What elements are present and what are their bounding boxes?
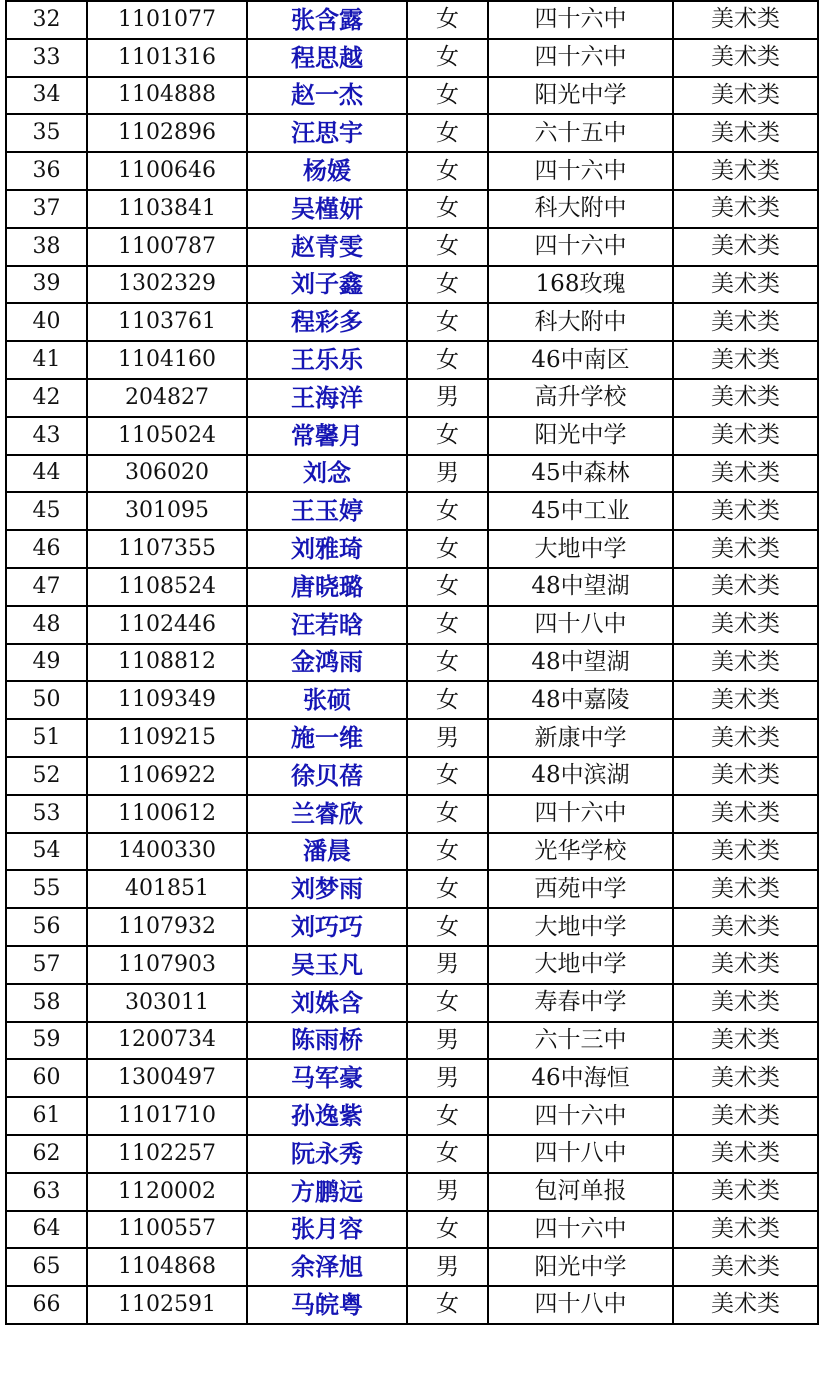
- table-row: [6, 908, 818, 946]
- gender-cell: 女: [407, 1, 488, 39]
- row-number-cell: 47: [6, 568, 87, 606]
- student-name-cell: 唐晓璐: [247, 568, 407, 606]
- school-cell: 新康中学: [488, 719, 673, 757]
- gender-cell: 女: [407, 266, 488, 304]
- school-cell: 西苑中学: [488, 870, 673, 908]
- category-cell: 美术类: [673, 266, 818, 304]
- gender-cell: 男: [407, 946, 488, 984]
- table-row: [6, 870, 818, 908]
- category-cell: 美术类: [673, 795, 818, 833]
- gender-cell: 女: [407, 1211, 488, 1249]
- row-number-cell: 45: [6, 492, 87, 530]
- row-number-cell: 42: [6, 379, 87, 417]
- table-row: [6, 455, 818, 493]
- table-row: [6, 719, 818, 757]
- student-name-cell: 张月容: [247, 1211, 407, 1249]
- table-row: [6, 1248, 818, 1286]
- category-cell: 美术类: [673, 1211, 818, 1249]
- table-row: [6, 228, 818, 266]
- student-name-cell: 王乐乐: [247, 341, 407, 379]
- student-id-cell: 1400330: [87, 833, 247, 871]
- table-row: [6, 417, 818, 455]
- row-number-cell: 36: [6, 152, 87, 190]
- school-cell: 阳光中学: [488, 1248, 673, 1286]
- student-id-cell: 303011: [87, 984, 247, 1022]
- student-name-cell: 张含露: [247, 1, 407, 39]
- student-name-cell: 马皖粤: [247, 1286, 407, 1324]
- gender-cell: 女: [407, 341, 488, 379]
- category-cell: 美术类: [673, 228, 818, 266]
- row-number-cell: 41: [6, 341, 87, 379]
- student-id-cell: 1100557: [87, 1211, 247, 1249]
- school-cell: 四十六中: [488, 1, 673, 39]
- category-cell: 美术类: [673, 568, 818, 606]
- gender-cell: 女: [407, 644, 488, 682]
- student-id-cell: 1101077: [87, 1, 247, 39]
- student-id-cell: 1102591: [87, 1286, 247, 1324]
- category-cell: 美术类: [673, 341, 818, 379]
- table-row: [6, 303, 818, 341]
- student-id-cell: 1109349: [87, 681, 247, 719]
- school-cell: 48中望湖: [488, 568, 673, 606]
- student-list-table: [5, 0, 819, 1325]
- student-id-cell: 1104160: [87, 341, 247, 379]
- gender-cell: 女: [407, 1286, 488, 1324]
- student-id-cell: 301095: [87, 492, 247, 530]
- row-number-cell: 49: [6, 644, 87, 682]
- school-cell: 六十五中: [488, 114, 673, 152]
- student-name-cell: 程思越: [247, 39, 407, 77]
- school-cell: 阳光中学: [488, 77, 673, 115]
- table-row: [6, 530, 818, 568]
- row-number-cell: 53: [6, 795, 87, 833]
- category-cell: 美术类: [673, 152, 818, 190]
- student-id-cell: 1100646: [87, 152, 247, 190]
- school-cell: 阳光中学: [488, 417, 673, 455]
- table-row: [6, 152, 818, 190]
- student-id-cell: 1104868: [87, 1248, 247, 1286]
- student-name-cell: 刘巧巧: [247, 908, 407, 946]
- student-name-cell: 赵青雯: [247, 228, 407, 266]
- table-row: [6, 379, 818, 417]
- table-row: [6, 77, 818, 115]
- category-cell: 美术类: [673, 870, 818, 908]
- row-number-cell: 58: [6, 984, 87, 1022]
- row-number-cell: 48: [6, 606, 87, 644]
- student-name-cell: 王玉婷: [247, 492, 407, 530]
- student-name-cell: 刘姝含: [247, 984, 407, 1022]
- student-name-cell: 程彩多: [247, 303, 407, 341]
- table-row: [6, 341, 818, 379]
- row-number-cell: 65: [6, 1248, 87, 1286]
- gender-cell: 男: [407, 379, 488, 417]
- category-cell: 美术类: [673, 946, 818, 984]
- student-id-cell: 1103841: [87, 190, 247, 228]
- student-id-cell: 1105024: [87, 417, 247, 455]
- gender-cell: 女: [407, 606, 488, 644]
- category-cell: 美术类: [673, 1135, 818, 1173]
- category-cell: 美术类: [673, 379, 818, 417]
- category-cell: 美术类: [673, 757, 818, 795]
- row-number-cell: 54: [6, 833, 87, 871]
- student-name-cell: 徐贝蓓: [247, 757, 407, 795]
- student-name-cell: 潘晨: [247, 833, 407, 871]
- gender-cell: 女: [407, 833, 488, 871]
- table-row: [6, 492, 818, 530]
- category-cell: 美术类: [673, 644, 818, 682]
- student-id-cell: 1302329: [87, 266, 247, 304]
- category-cell: 美术类: [673, 681, 818, 719]
- student-name-cell: 王海洋: [247, 379, 407, 417]
- school-cell: 四十六中: [488, 795, 673, 833]
- student-name-cell: 汪若晗: [247, 606, 407, 644]
- table-row: [6, 757, 818, 795]
- student-id-cell: 1300497: [87, 1059, 247, 1097]
- category-cell: 美术类: [673, 77, 818, 115]
- table-row: [6, 266, 818, 304]
- row-number-cell: 61: [6, 1097, 87, 1135]
- gender-cell: 男: [407, 455, 488, 493]
- table-row: [6, 833, 818, 871]
- gender-cell: 女: [407, 303, 488, 341]
- gender-cell: 女: [407, 908, 488, 946]
- gender-cell: 女: [407, 984, 488, 1022]
- table-row: [6, 114, 818, 152]
- school-cell: 六十三中: [488, 1022, 673, 1060]
- school-cell: 四十六中: [488, 39, 673, 77]
- student-id-cell: 1107932: [87, 908, 247, 946]
- row-number-cell: 59: [6, 1022, 87, 1060]
- gender-cell: 男: [407, 1248, 488, 1286]
- category-cell: 美术类: [673, 719, 818, 757]
- gender-cell: 女: [407, 1135, 488, 1173]
- row-number-cell: 35: [6, 114, 87, 152]
- table-row: [6, 1097, 818, 1135]
- gender-cell: 女: [407, 492, 488, 530]
- school-cell: 大地中学: [488, 946, 673, 984]
- category-cell: 美术类: [673, 984, 818, 1022]
- gender-cell: 女: [407, 681, 488, 719]
- table-row: [6, 946, 818, 984]
- row-number-cell: 37: [6, 190, 87, 228]
- category-cell: 美术类: [673, 606, 818, 644]
- table-row: [6, 1135, 818, 1173]
- row-number-cell: 57: [6, 946, 87, 984]
- row-number-cell: 39: [6, 266, 87, 304]
- school-cell: 四十八中: [488, 1135, 673, 1173]
- student-name-cell: 吴玉凡: [247, 946, 407, 984]
- student-id-cell: 1102446: [87, 606, 247, 644]
- category-cell: 美术类: [673, 1022, 818, 1060]
- category-cell: 美术类: [673, 530, 818, 568]
- school-cell: 四十八中: [488, 606, 673, 644]
- student-name-cell: 杨媛: [247, 152, 407, 190]
- row-number-cell: 63: [6, 1173, 87, 1211]
- school-cell: 48中望湖: [488, 644, 673, 682]
- student-id-cell: 1101710: [87, 1097, 247, 1135]
- category-cell: 美术类: [673, 1097, 818, 1135]
- table-row: [6, 984, 818, 1022]
- student-id-cell: 1106922: [87, 757, 247, 795]
- school-cell: 高升学校: [488, 379, 673, 417]
- student-name-cell: 金鸿雨: [247, 644, 407, 682]
- gender-cell: 女: [407, 417, 488, 455]
- category-cell: 美术类: [673, 492, 818, 530]
- student-id-cell: 1103761: [87, 303, 247, 341]
- gender-cell: 女: [407, 568, 488, 606]
- gender-cell: 女: [407, 1097, 488, 1135]
- row-number-cell: 44: [6, 455, 87, 493]
- gender-cell: 男: [407, 1059, 488, 1097]
- gender-cell: 女: [407, 757, 488, 795]
- table-row: [6, 568, 818, 606]
- school-cell: 四十六中: [488, 152, 673, 190]
- student-name-cell: 兰睿欣: [247, 795, 407, 833]
- school-cell: 四十六中: [488, 1211, 673, 1249]
- row-number-cell: 50: [6, 681, 87, 719]
- school-cell: 包河单报: [488, 1173, 673, 1211]
- row-number-cell: 60: [6, 1059, 87, 1097]
- student-id-cell: 204827: [87, 379, 247, 417]
- category-cell: 美术类: [673, 303, 818, 341]
- student-name-cell: 汪思宇: [247, 114, 407, 152]
- row-number-cell: 40: [6, 303, 87, 341]
- student-id-cell: 401851: [87, 870, 247, 908]
- school-cell: 四十六中: [488, 1097, 673, 1135]
- student-id-cell: 1101316: [87, 39, 247, 77]
- gender-cell: 女: [407, 114, 488, 152]
- student-name-cell: 刘念: [247, 455, 407, 493]
- row-number-cell: 51: [6, 719, 87, 757]
- student-id-cell: 1107355: [87, 530, 247, 568]
- school-cell: 寿春中学: [488, 984, 673, 1022]
- table-body: [6, 1, 818, 1324]
- student-id-cell: 1102896: [87, 114, 247, 152]
- gender-cell: 女: [407, 795, 488, 833]
- table-row: [6, 1022, 818, 1060]
- school-cell: 科大附中: [488, 303, 673, 341]
- row-number-cell: 66: [6, 1286, 87, 1324]
- row-number-cell: 32: [6, 1, 87, 39]
- category-cell: 美术类: [673, 1173, 818, 1211]
- gender-cell: 女: [407, 530, 488, 568]
- row-number-cell: 64: [6, 1211, 87, 1249]
- student-id-cell: 1104888: [87, 77, 247, 115]
- row-number-cell: 62: [6, 1135, 87, 1173]
- row-number-cell: 55: [6, 870, 87, 908]
- table-row: [6, 644, 818, 682]
- gender-cell: 女: [407, 870, 488, 908]
- school-cell: 48中嘉陵: [488, 681, 673, 719]
- category-cell: 美术类: [673, 1059, 818, 1097]
- student-name-cell: 常馨月: [247, 417, 407, 455]
- row-number-cell: 38: [6, 228, 87, 266]
- student-name-cell: 刘梦雨: [247, 870, 407, 908]
- category-cell: 美术类: [673, 190, 818, 228]
- row-number-cell: 52: [6, 757, 87, 795]
- table-row: [6, 1211, 818, 1249]
- school-cell: 48中滨湖: [488, 757, 673, 795]
- row-number-cell: 33: [6, 39, 87, 77]
- student-id-cell: 1107903: [87, 946, 247, 984]
- student-id-cell: 1109215: [87, 719, 247, 757]
- student-name-cell: 张硕: [247, 681, 407, 719]
- student-name-cell: 吴槿妍: [247, 190, 407, 228]
- table-row: [6, 1, 818, 39]
- student-name-cell: 陈雨桥: [247, 1022, 407, 1060]
- gender-cell: 女: [407, 190, 488, 228]
- student-name-cell: 余泽旭: [247, 1248, 407, 1286]
- student-id-cell: 306020: [87, 455, 247, 493]
- student-id-cell: 1120002: [87, 1173, 247, 1211]
- category-cell: 美术类: [673, 455, 818, 493]
- category-cell: 美术类: [673, 1, 818, 39]
- school-cell: 科大附中: [488, 190, 673, 228]
- category-cell: 美术类: [673, 1286, 818, 1324]
- school-cell: 四十六中: [488, 228, 673, 266]
- student-id-cell: 1100787: [87, 228, 247, 266]
- student-name-cell: 赵一杰: [247, 77, 407, 115]
- category-cell: 美术类: [673, 417, 818, 455]
- row-number-cell: 56: [6, 908, 87, 946]
- school-cell: 168玫瑰: [488, 266, 673, 304]
- table-row: [6, 190, 818, 228]
- table-row: [6, 39, 818, 77]
- student-id-cell: 1102257: [87, 1135, 247, 1173]
- school-cell: 46中海恒: [488, 1059, 673, 1097]
- gender-cell: 女: [407, 152, 488, 190]
- category-cell: 美术类: [673, 114, 818, 152]
- school-cell: 四十八中: [488, 1286, 673, 1324]
- student-name-cell: 孙逸紫: [247, 1097, 407, 1135]
- student-name-cell: 刘雅琦: [247, 530, 407, 568]
- student-id-cell: 1108812: [87, 644, 247, 682]
- gender-cell: 男: [407, 719, 488, 757]
- row-number-cell: 46: [6, 530, 87, 568]
- school-cell: 大地中学: [488, 530, 673, 568]
- row-number-cell: 43: [6, 417, 87, 455]
- school-cell: 45中工业: [488, 492, 673, 530]
- school-cell: 大地中学: [488, 908, 673, 946]
- school-cell: 46中南区: [488, 341, 673, 379]
- gender-cell: 男: [407, 1173, 488, 1211]
- category-cell: 美术类: [673, 908, 818, 946]
- school-cell: 光华学校: [488, 833, 673, 871]
- category-cell: 美术类: [673, 833, 818, 871]
- student-id-cell: 1200734: [87, 1022, 247, 1060]
- table-row: [6, 606, 818, 644]
- student-name-cell: 施一维: [247, 719, 407, 757]
- student-name-cell: 马军豪: [247, 1059, 407, 1097]
- student-name-cell: 阮永秀: [247, 1135, 407, 1173]
- table-row: [6, 1286, 818, 1324]
- gender-cell: 男: [407, 1022, 488, 1060]
- table-row: [6, 1173, 818, 1211]
- category-cell: 美术类: [673, 1248, 818, 1286]
- gender-cell: 女: [407, 228, 488, 266]
- gender-cell: 女: [407, 39, 488, 77]
- student-id-cell: 1100612: [87, 795, 247, 833]
- table-row: [6, 681, 818, 719]
- gender-cell: 女: [407, 77, 488, 115]
- student-name-cell: 刘子鑫: [247, 266, 407, 304]
- school-cell: 45中森林: [488, 455, 673, 493]
- student-name-cell: 方鹏远: [247, 1173, 407, 1211]
- category-cell: 美术类: [673, 39, 818, 77]
- student-id-cell: 1108524: [87, 568, 247, 606]
- row-number-cell: 34: [6, 77, 87, 115]
- table-row: [6, 1059, 818, 1097]
- table-row: [6, 795, 818, 833]
